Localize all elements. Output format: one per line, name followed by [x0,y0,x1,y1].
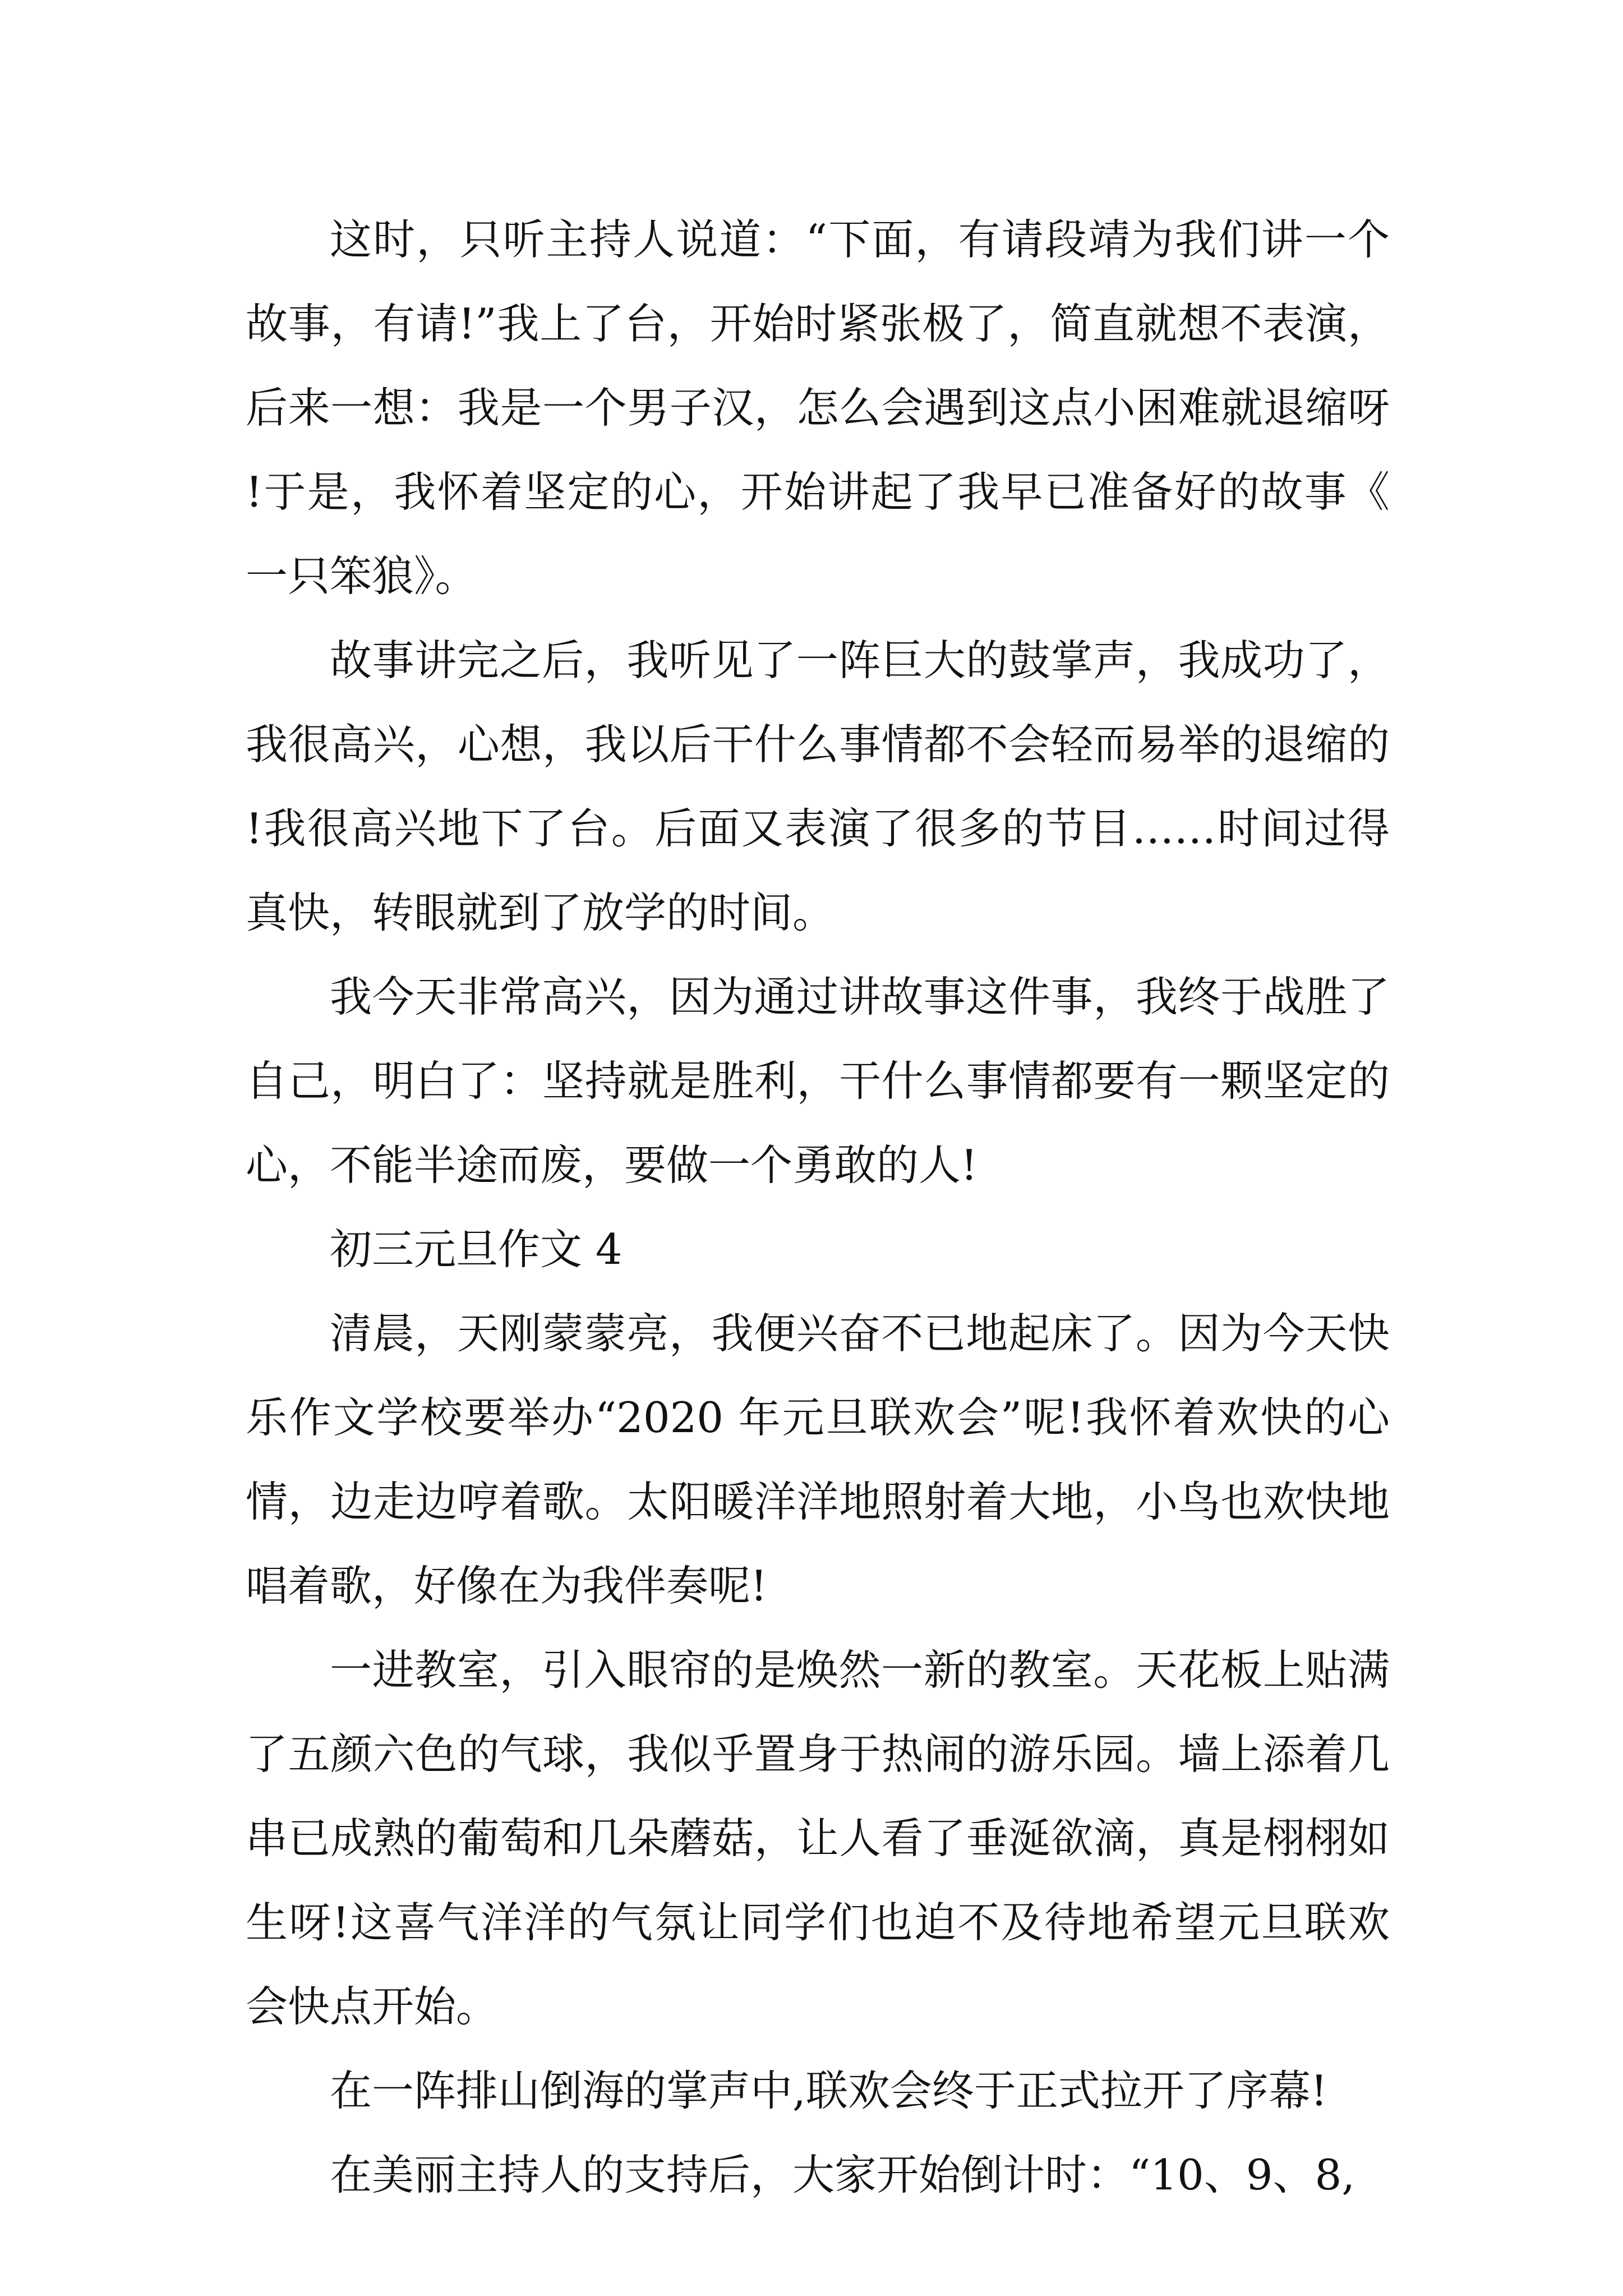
paragraph-classroom: 一进教室，引入眼帘的是焕然一新的教室。天花板上贴满了五颜六色的气球，我似乎置身于热闹的游乐园。墙上添着几串已成熟的葡萄和几朵蘑菇，让人看了垂涎欲滴，真是栩栩如生呀!这喜气洋洋的气氛让同学们也迫不及待地希望元旦联欢会快点开始。 [246,1645,1390,2031]
section-title: 初三元旦作文 4 [330,1225,623,1274]
paragraph-today-happy: 我今天非常高兴，因为通过讲故事这件事，我终于战胜了自己，明白了：坚持就是胜利，干什么事情都要有一颗坚定的心，不能半途而废，要做一个勇敢的人! [246,972,1390,1190]
paragraph-early-morning: 清晨，天刚蒙蒙亮，我便兴奋不已地起床了。因为今天快乐作文学校要举办“2020 年元旦联欢会”呢!我怀着欢快的心情，边走边哼着歌。太阳暖洋洋地照射着大地，小鸟也欢快地唱着歌，好像在为我伴奏呢! [246,1309,1390,1611]
paragraph-host-announcement: 这时，只听主持人说道：“下面，有请段靖为我们讲一个故事，有请!”我上了台，开始时紧张极了，简直就想不表演，后来一想：我是一个男子汉，怎么会遇到这点小困难就退缩呀!于是，我怀着坚定的心，开始讲起了我早已准备好的故事《一只笨狼》。 [246,215,1390,601]
paragraph-story-finished: 故事讲完之后，我听见了一阵巨大的鼓掌声，我成功了，我很高兴，心想，我以后干什么事情都不会轻而易举的退缩的!我很高兴地下了台。后面又表演了很多的节目……时间过得真快，转眼就到了放学的时间。 [246,636,1390,937]
document-body [246,197,1390,2217]
paragraph-party-begins: 在一阵排山倒海的掌声中,联欢会终于正式拉开了序幕! [330,2066,1327,2115]
paragraph-countdown: 在美丽主持人的支持后，大家开始倒计时：“10、9、8, [330,2150,1355,2200]
